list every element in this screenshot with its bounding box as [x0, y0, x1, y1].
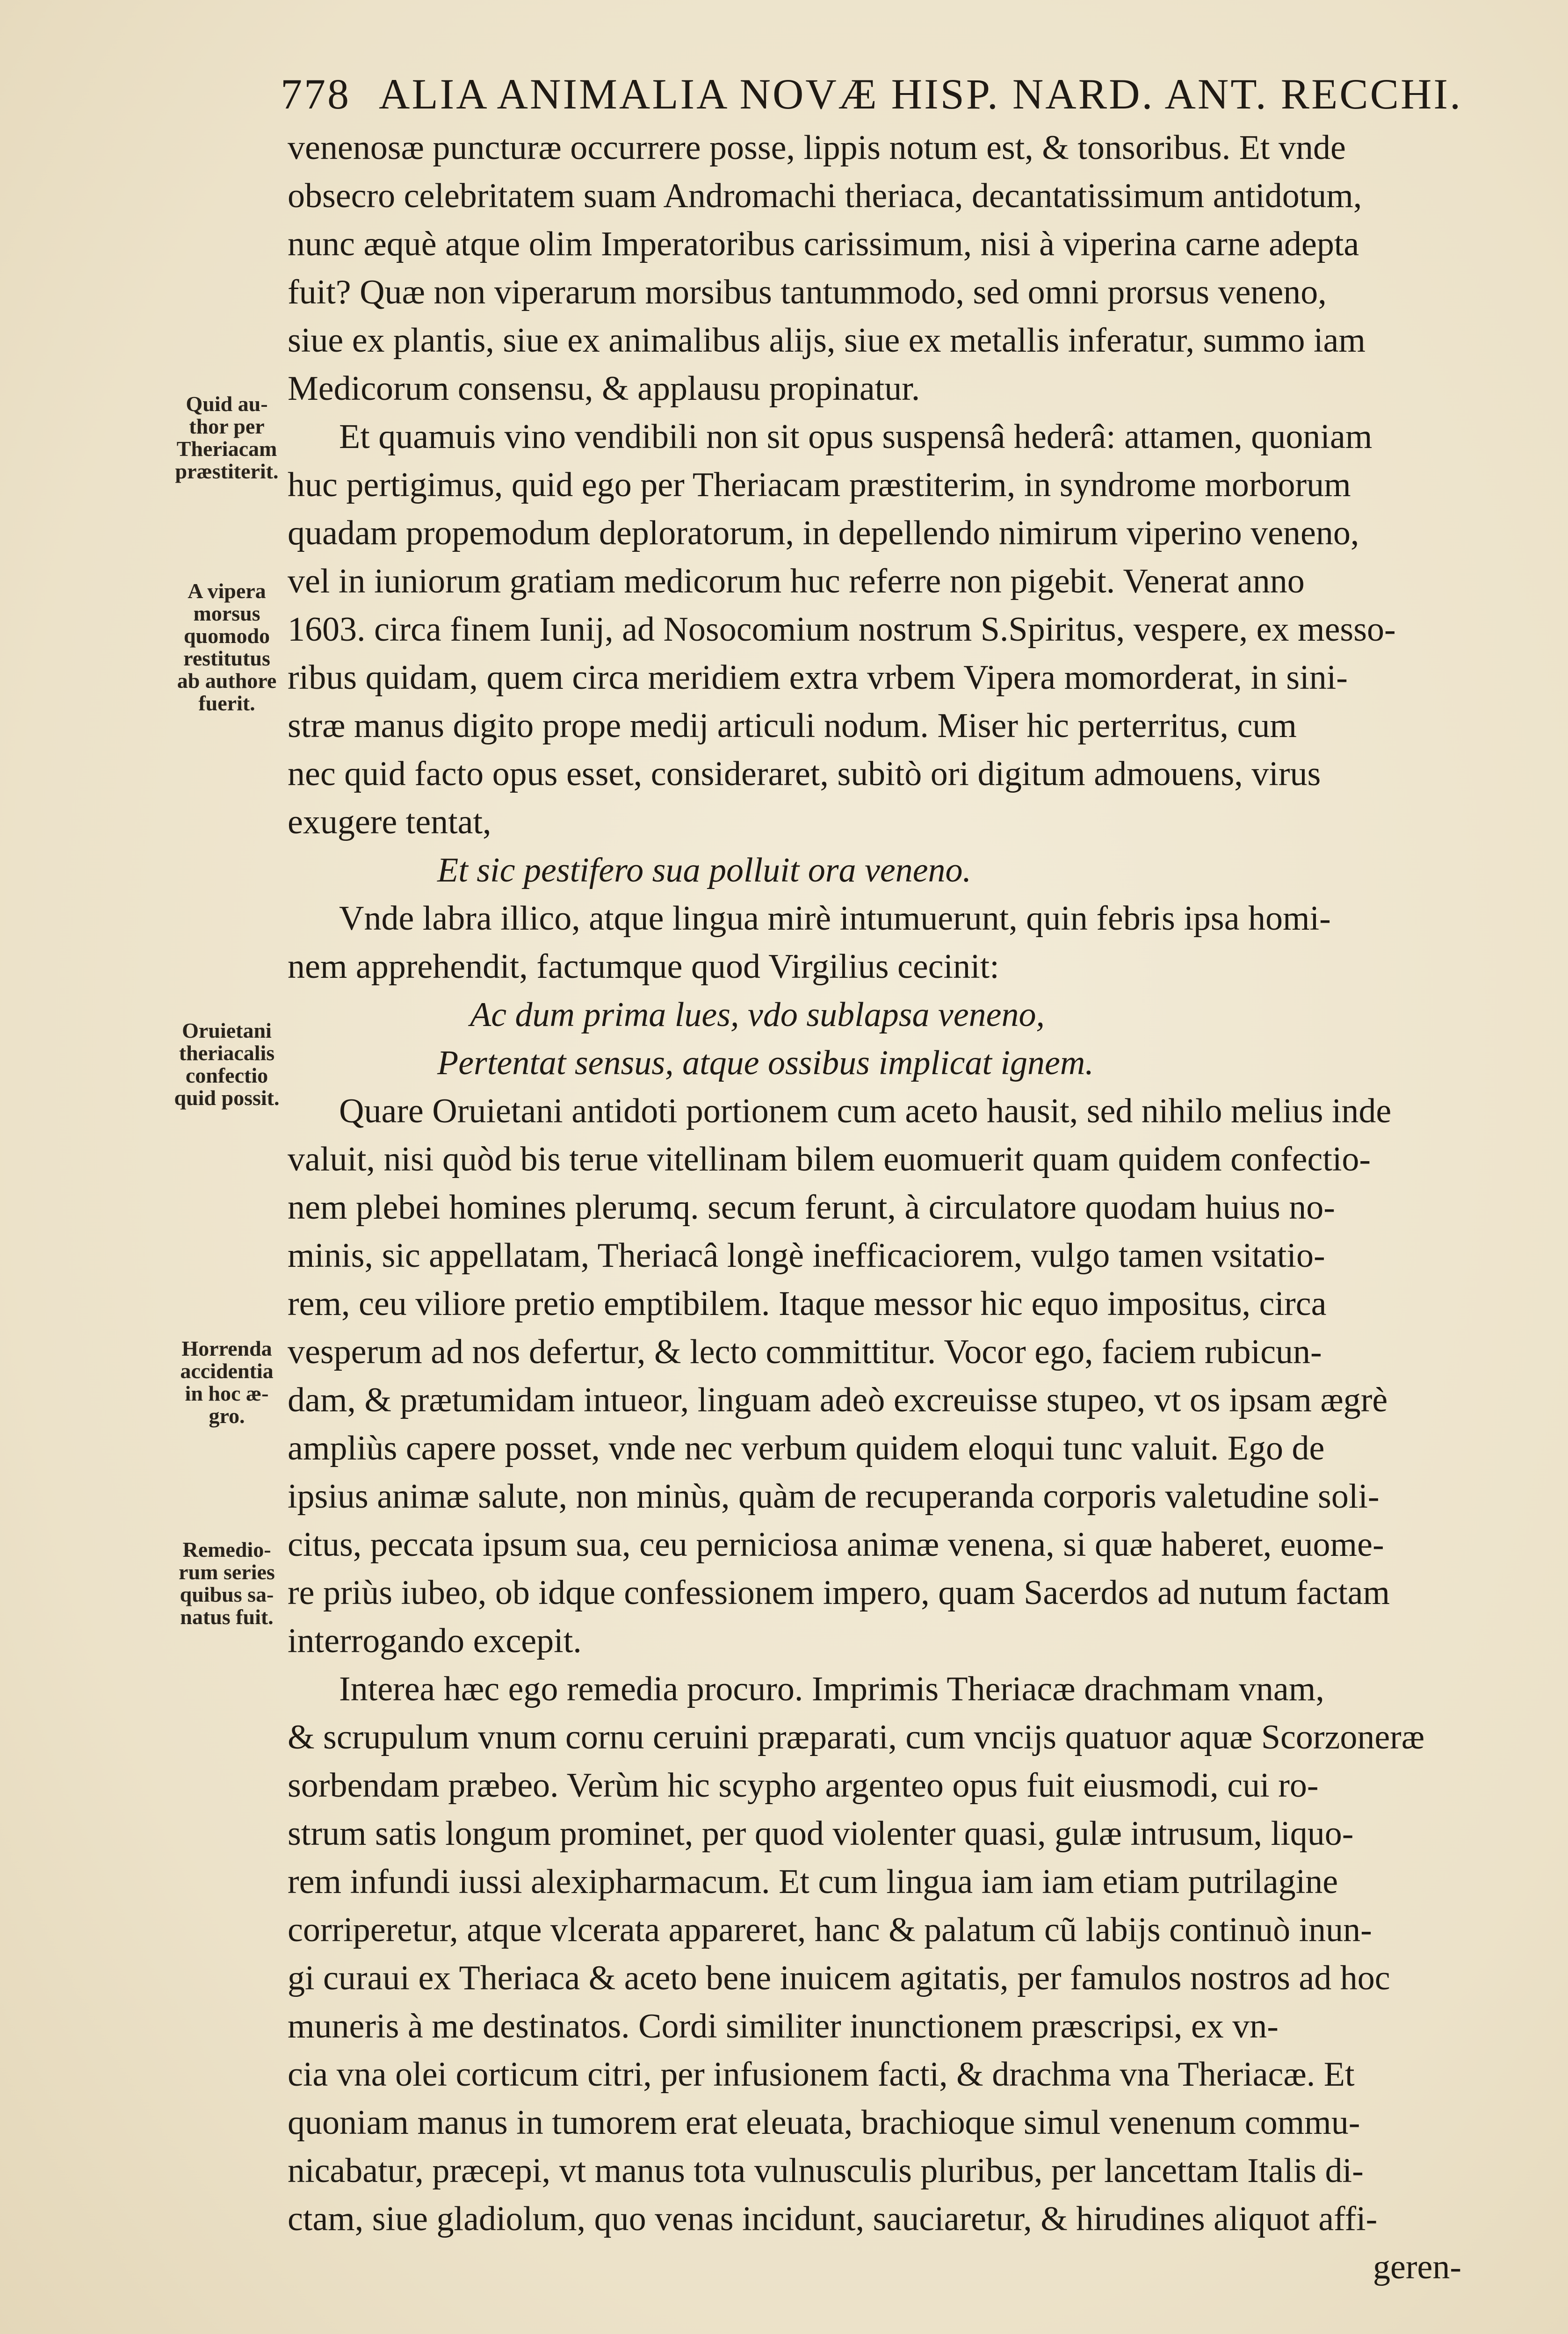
text-line: nem apprehendit, factumque quod Virgilius cecinit: — [288, 947, 999, 986]
text-line: nunc æquè atque olim Imperatoribus carissimum, nisi à viperina carne adepta — [288, 225, 1359, 263]
text-line: siue ex plantis, siue ex animalibus alijs, siue ex metallis inferatur, summo iam — [288, 321, 1366, 360]
text-line: quoniam manus in tumorem erat eleuata, brachioque simul venenum commu- — [288, 2103, 1360, 2142]
margin-note-line: Oruietani — [182, 1019, 272, 1042]
text-line: ctam, siue gladiolum, quo venas incidunt, sauciaretur, & hirudines aliquot affi- — [288, 2200, 1378, 2238]
text-line: vel in iuniorum gratiam medicorum huc referre non pigebit. Venerat anno — [288, 562, 1305, 600]
margin-note-line: in hoc æ- — [185, 1381, 269, 1405]
text-line: venenosæ puncturæ occurrere posse, lippis notum est, & tonsoribus. Et vnde — [288, 129, 1346, 167]
margin-note-quid-author — [168, 393, 285, 483]
text-line: fuit? Quæ non viperarum morsibus tantummodo, sed omni prorsus veneno, — [288, 273, 1327, 311]
margin-note-vipera-morsus — [168, 580, 285, 715]
text-line: Et quamuis vino vendibili non sit opus suspensâ hederâ: attamen, quoniam — [339, 418, 1373, 456]
text-line: 1603. circa finem Iunij, ad Nosocomium nostrum S.Spiritus, vespere, ex messo- — [288, 610, 1396, 649]
text-line: Quare Oruietani antidoti portionem cum aceto hausit, sed nihilo melius inde — [339, 1092, 1392, 1130]
margin-note-line: Remedio- — [182, 1538, 271, 1561]
margin-note-line: restitutus — [183, 646, 270, 670]
text-line: strum satis longum prominet, per quod violenter quasi, gulæ intrusum, liquo- — [288, 1814, 1354, 1853]
text-line: quadam propemodum deploratorum, in depellendo nimirum viperino veneno, — [288, 514, 1359, 552]
margin-note-line: rum series — [179, 1560, 275, 1584]
verse-line: Ac dum prima lues, vdo sublapsa veneno, — [470, 996, 1045, 1034]
text-line: sorbendam præbeo. Verùm hic scypho argenteo opus fuit eiusmodi, cui ro- — [288, 1766, 1319, 1805]
text-line: rem, ceu viliore pretio emptibilem. Itaque messor hic equo impositus, circa — [288, 1285, 1327, 1323]
text-line: dam, & prætumidam intueor, linguam adeò excreuisse stupeo, vt os ipsam ægrè — [288, 1381, 1388, 1419]
margin-note-oruietani — [168, 1019, 285, 1109]
text-line: Medicorum consensu, & applausu propinatur. — [288, 369, 920, 408]
text-line: ipsius animæ salute, non minùs, quàm de recuperanda corporis valetudine soli- — [288, 1477, 1380, 1516]
text-line: nicabatur, præcepi, vt manus tota vulnusculis pluribus, per lancettam Italis di- — [288, 2152, 1364, 2190]
text-line: vesperum ad nos defertur, & lecto committitur. Vocor ego, faciem rubicun- — [288, 1333, 1322, 1371]
text-line: corriperetur, atque vlcerata appareret, hanc & palatum cũ labijs continuò inun- — [288, 1911, 1372, 1949]
margin-note-horrenda — [168, 1337, 285, 1427]
margin-note-line: confectio — [185, 1063, 268, 1087]
text-line: gi curaui ex Theriaca & aceto bene inuicem agitatis, per famulos nostros ad hoc — [288, 1959, 1390, 1997]
page-header — [281, 69, 1478, 119]
running-title: ALIA ANIMALIA NOVÆ HISP. NARD. ANT. RECCHI. — [379, 70, 1463, 118]
text-line: citus, peccata ipsum sua, ceu perniciosa animæ venena, si quæ haberet, euome- — [288, 1525, 1384, 1564]
margin-note-line: præstiterit. — [175, 459, 279, 483]
text-line: & scrupulum vnum cornu ceruini præparati, cum vncijs quatuor aquæ Scorzoneræ — [288, 1718, 1425, 1756]
text-line: re priùs iubeo, ob idque confessionem impero, quam Sacerdos ad nutum factam — [288, 1574, 1390, 1612]
margin-note-line: quid possit. — [174, 1086, 280, 1110]
text-line: cia vna olei corticum citri, per infusionem facti, & drachma vna Theriacæ. Et — [288, 2055, 1355, 2094]
text-line: obsecro celebritatem suam Andromachi theriaca, decantatissimum antidotum, — [288, 177, 1362, 215]
margin-note-line: thor per — [189, 414, 265, 438]
text-line: exugere tentat, — [288, 803, 491, 841]
margin-note-line: Theriacam — [176, 437, 277, 461]
margin-note-line: quomodo — [183, 624, 270, 648]
margin-note-line: fuerit. — [198, 691, 255, 715]
margin-note-line: morsus — [193, 601, 260, 625]
margin-note-line: quibus sa- — [180, 1582, 274, 1606]
text-line: huc pertigimus, quid ego per Theriacam præstiterim, in syndrome morborum — [288, 466, 1351, 504]
margin-note-line: Quid au- — [186, 392, 268, 416]
text-line: ribus quidam, quem circa meridiem extra vrbem Vipera momorderat, in sini- — [288, 658, 1348, 697]
text-line: rem infundi iussi alexipharmacum. Et cum lingua iam iam etiam putrilagine — [288, 1863, 1338, 1901]
margin-note-remediorum — [168, 1539, 285, 1628]
text-line: interrogando excepit. — [288, 1622, 582, 1660]
verse-line: Et sic pestifero sua polluit ora veneno. — [437, 851, 972, 889]
text-line: minis, sic appellatam, Theriacâ longè inefficaciorem, vulgo tamen vsitatio- — [288, 1236, 1325, 1275]
main-text-block — [288, 124, 1475, 2291]
margin-note-line: A vipera — [188, 579, 266, 603]
text-line: Interea hæc ego remedia procuro. Imprimis Theriacæ drachmam vnam, — [339, 1670, 1324, 1708]
text-line: muneris à me destinatos. Cordi similiter inunctionem præscripsi, ex vn- — [288, 2007, 1279, 2045]
verse-line: Pertentat sensus, atque ossibus implicat ignem. — [437, 1044, 1094, 1082]
text-line: nec quid facto opus esset, consideraret, subitò ori digitum admouens, virus — [288, 755, 1321, 793]
catchword: geren- — [1373, 2248, 1461, 2286]
margin-note-line: ab authore — [177, 669, 277, 693]
text-line: ampliùs capere posset, vnde nec verbum quidem eloqui tunc valuit. Ego de — [288, 1429, 1325, 1467]
text-line: Vnde labra illico, atque lingua mirè intumuerunt, quin febris ipsa homi- — [339, 899, 1331, 938]
margin-note-line: accidentia — [180, 1359, 274, 1383]
margin-note-line: natus fuit. — [180, 1605, 274, 1629]
text-line: nem plebei homines plerumq. secum ferunt, à circulatore quodam huius no- — [288, 1188, 1335, 1227]
margin-note-line: Horrenda — [181, 1337, 272, 1360]
margin-note-line: gro. — [209, 1404, 245, 1428]
text-line: stræ manus digito prope medij articuli nodum. Miser hic perterritus, cum — [288, 707, 1297, 745]
page-number: 778 — [281, 70, 351, 118]
text-line: valuit, nisi quòd bis terue vitellinam bilem euomuerit quam quidem confectio- — [288, 1140, 1371, 1178]
margin-note-line: theriacalis — [179, 1041, 275, 1065]
